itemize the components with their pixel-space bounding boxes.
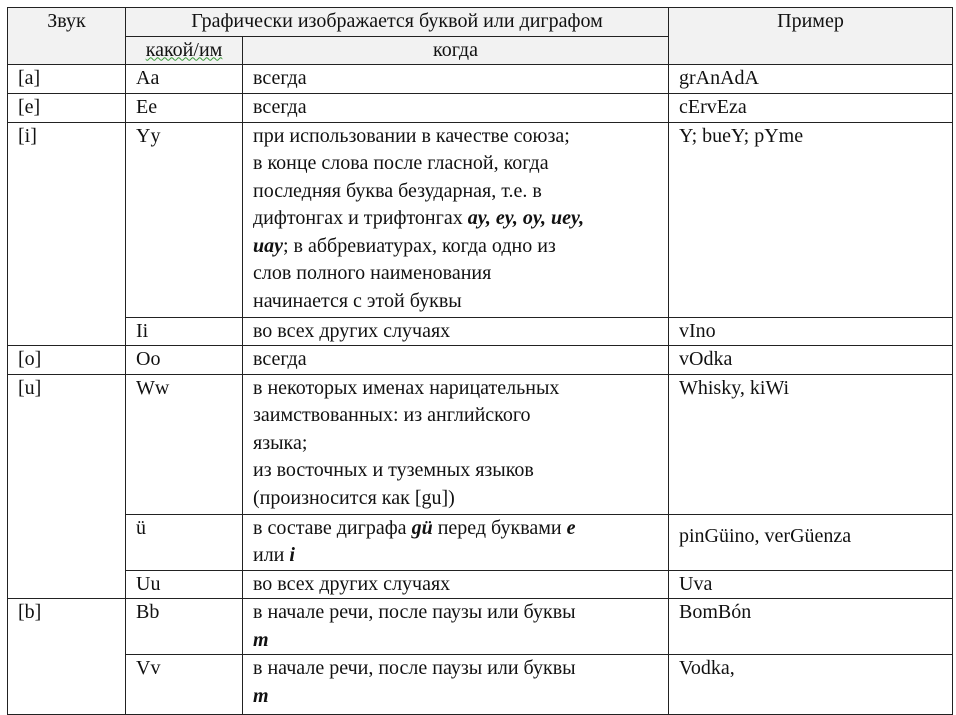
example-cell: Whisky, kiWi xyxy=(669,374,953,514)
phonetics-table xyxy=(7,7,953,715)
sound-cell: [a] xyxy=(8,65,126,94)
table-row xyxy=(8,599,953,655)
when-line: (произносится как [gu]) xyxy=(253,486,455,509)
header-which xyxy=(126,36,243,65)
header-sound: Звук xyxy=(8,8,126,65)
table-row xyxy=(8,514,953,570)
when-cell: всегда xyxy=(243,94,669,123)
sound-cell: [e] xyxy=(8,94,126,123)
example-cell: Y; bueY; pYme xyxy=(669,122,953,317)
emphasis: ay, ey, oy, uey, xyxy=(467,207,585,229)
example-cell: Vodka, xyxy=(669,655,953,715)
when-line xyxy=(253,515,668,543)
letter-cell: Vv xyxy=(126,655,243,715)
when-cell xyxy=(243,514,669,570)
when-line: последняя буква безударная, т.е. в xyxy=(253,179,542,202)
when-cell: во всех других случаях xyxy=(243,570,669,599)
table-row xyxy=(8,94,953,123)
letter-cell: Ww xyxy=(126,374,243,514)
example-cell: grAnAdA xyxy=(669,65,953,94)
letter-cell: Yy xyxy=(126,122,243,317)
example-cell: cErvEza xyxy=(669,94,953,123)
letter-cell: ü xyxy=(126,514,243,570)
emphasis: i xyxy=(289,544,295,566)
header-which-text: какой/им xyxy=(145,38,223,61)
letter-cell: Ee xyxy=(126,94,243,123)
when-cell: всегда xyxy=(243,346,669,375)
sound-cell: [o] xyxy=(8,346,126,375)
when-cell: во всех других случаях xyxy=(243,317,669,346)
when-line xyxy=(253,542,668,570)
when-cell xyxy=(243,122,669,317)
when-cell: всегда xyxy=(243,65,669,94)
example-cell: vOdka xyxy=(669,346,953,375)
letter-cell: Ii xyxy=(126,317,243,346)
when-line: при использовании в качестве союза; xyxy=(253,124,570,147)
when-line: слов полного наименования xyxy=(253,262,492,284)
example-cell: BomBón xyxy=(669,599,953,655)
when-line: в конце слова после гласной, когда xyxy=(253,152,549,174)
text: дифтонгах и трифтонгах xyxy=(253,207,468,229)
header-row xyxy=(8,8,953,37)
when-line: заимствованных: из английского xyxy=(253,404,531,426)
header-graphic: Графически изображается буквой или диграфом xyxy=(126,8,669,37)
text: или xyxy=(253,544,290,566)
when-line xyxy=(253,205,668,233)
emphasis: uay xyxy=(253,234,283,257)
table-row xyxy=(8,570,953,599)
emphasis: e xyxy=(566,516,576,539)
emphasis: gü xyxy=(411,516,433,539)
example-cell: Uva xyxy=(669,570,953,599)
header-when: когда xyxy=(243,36,669,65)
when-cell xyxy=(243,655,669,715)
text: ; в аббревиатурах, когда одно из xyxy=(283,234,556,257)
sound-cell: [i] xyxy=(8,122,126,346)
when-cell xyxy=(243,374,669,514)
when-cell xyxy=(243,599,669,655)
example-cell: vIno xyxy=(669,317,953,346)
text: в составе диграфа xyxy=(253,516,412,539)
when-line: из восточных и туземных языков xyxy=(253,459,534,481)
table-row xyxy=(8,65,953,94)
when-line: языка; xyxy=(253,431,308,454)
table-row xyxy=(8,655,953,715)
table-row xyxy=(8,122,953,317)
when-line xyxy=(253,233,668,261)
emphasis: m xyxy=(253,628,269,651)
letter-cell: Uu xyxy=(126,570,243,599)
letter-cell: Bb xyxy=(126,599,243,655)
when-line: в начале речи, после паузы или буквы xyxy=(253,601,576,623)
when-line: в начале речи, после паузы или буквы xyxy=(253,657,576,679)
letter-cell: Oo xyxy=(126,346,243,375)
table-row xyxy=(8,346,953,375)
header-example: Пример xyxy=(669,8,953,65)
sound-cell: [b] xyxy=(8,599,126,715)
text: перед буквами xyxy=(432,516,567,539)
when-line: начинается с этой буквы xyxy=(253,289,462,312)
example-cell: pinGüino, verGüenza xyxy=(669,514,953,570)
table-row xyxy=(8,374,953,514)
when-line: в некоторых именах нарицательных xyxy=(253,376,560,399)
sound-cell: [u] xyxy=(8,374,126,599)
table-row xyxy=(8,317,953,346)
emphasis: m xyxy=(253,684,269,707)
letter-cell: Aa xyxy=(126,65,243,94)
